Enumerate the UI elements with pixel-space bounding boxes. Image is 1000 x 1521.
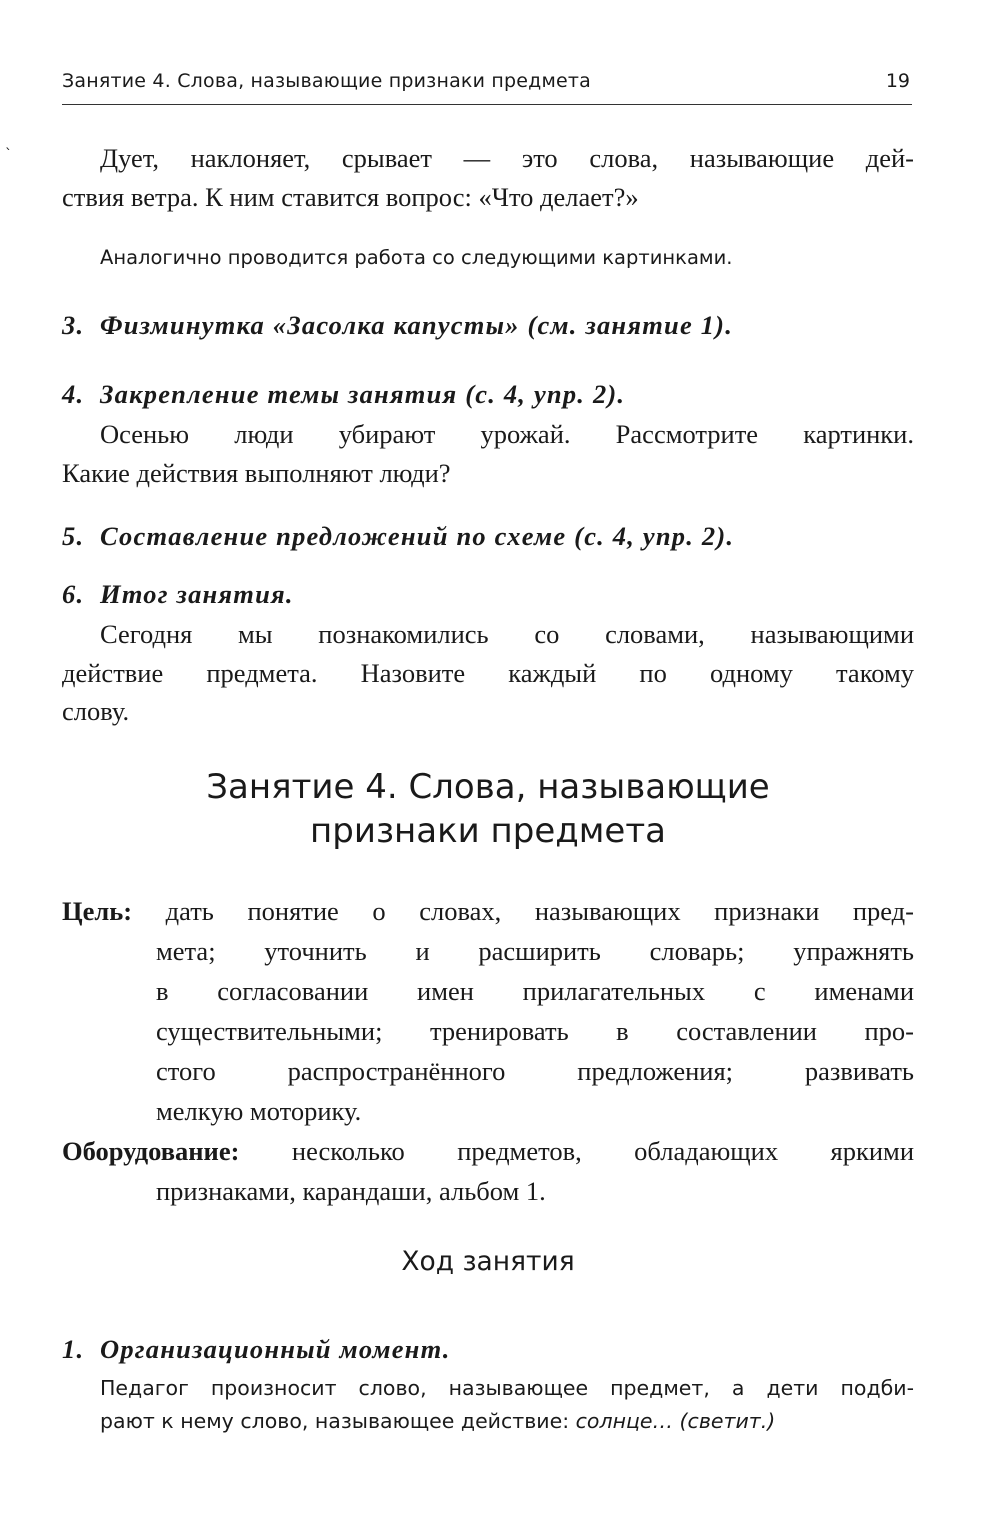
paragraph-line: Осенью люди убирают урожай. Рассмотрите картинки.: [100, 419, 914, 449]
equipment-first-line: [62, 1131, 914, 1171]
item-title: Организационный момент.: [100, 1334, 451, 1364]
goal-line: мета; уточнить и расширить словарь; упражнять: [156, 936, 914, 966]
item-number: 6.: [62, 579, 85, 609]
equipment-block: [62, 1131, 914, 1211]
paragraph-line: Какие действия выполняют люди?: [62, 457, 451, 488]
paragraph-line: действие предмета. Назовите каждый по одному такому: [62, 657, 914, 688]
course-title: Ход занятия: [401, 1246, 575, 1277]
paragraph-line: Педагог произносит слово, называющее предмет, а дети подби-: [100, 1376, 914, 1400]
item-number: 1.: [62, 1334, 85, 1364]
goal-line: в согласовании имен прилагательных с именами: [156, 976, 914, 1006]
item-4-paragraph: [62, 415, 914, 492]
paragraph-line: Дует, наклоняет, срывает — это слова, называющие дей-: [100, 143, 914, 173]
item-6-heading: [62, 575, 914, 613]
goal-label: Цель:: [62, 896, 133, 926]
item-number: 4.: [62, 379, 85, 409]
page-number: 19: [885, 70, 910, 92]
equipment-line: признаками, карандаши, альбом 1.: [156, 1176, 546, 1206]
paragraph-line: ствия ветра. К ним ставится вопрос: «Что делает?»: [62, 181, 639, 212]
paragraph-line: слову.: [62, 696, 130, 726]
equipment-text: несколько предметов, обладающих яркими: [291, 1136, 915, 1166]
margin-mark: ˋ: [5, 147, 12, 163]
paragraph-text: рают к нему слово, называющее действие:: [100, 1409, 576, 1433]
item-4-heading: [62, 375, 914, 413]
section-title: [62, 765, 914, 853]
item-number: 5.: [62, 521, 85, 551]
item-title: Физминутка «Засолка капусты» (см. занятие 1).: [100, 310, 734, 340]
paragraph-line: Сегодня мы познакомились со словами, называющими: [100, 619, 914, 649]
paragraph-wind-actions: [62, 139, 914, 216]
goal-line: существительными; тренировать в составлении про-: [156, 1016, 914, 1046]
running-header: [62, 64, 912, 105]
goal-block: [62, 891, 914, 1131]
running-header-title: Занятие 4. Слова, называющие признаки предмета: [62, 70, 592, 92]
section-title-line: признаки предмета: [310, 811, 666, 851]
section-title-line: Занятие 4. Слова, называющие: [206, 767, 770, 807]
goal-first-line: [62, 891, 914, 931]
example-text: солнце… (светит.): [575, 1409, 776, 1433]
step-1-paragraph: [62, 1372, 914, 1438]
item-title: Итог занятия.: [100, 579, 294, 609]
goal-line: стого распространённого предложения; развивать: [156, 1056, 914, 1086]
equipment-label: Оборудование:: [62, 1136, 240, 1166]
item-6-paragraph: [62, 615, 914, 731]
item-title: Закрепление темы занятия (с. 4, упр. 2).: [100, 379, 626, 409]
item-title: Составление предложений по схеме (с. 4, упр. 2).: [100, 521, 735, 551]
goal-line: мелкую моторику.: [156, 1096, 362, 1126]
item-5-heading: [62, 517, 914, 555]
goal-text: дать понятие о словах, называющих признаки пред-: [165, 896, 914, 926]
paragraph-line: [100, 1405, 914, 1438]
step-1-heading: [62, 1330, 914, 1368]
item-number: 3.: [62, 310, 85, 340]
item-3-heading: [62, 306, 914, 344]
note-similar-work: Аналогично проводится работа со следующими картинками.: [100, 246, 733, 269]
